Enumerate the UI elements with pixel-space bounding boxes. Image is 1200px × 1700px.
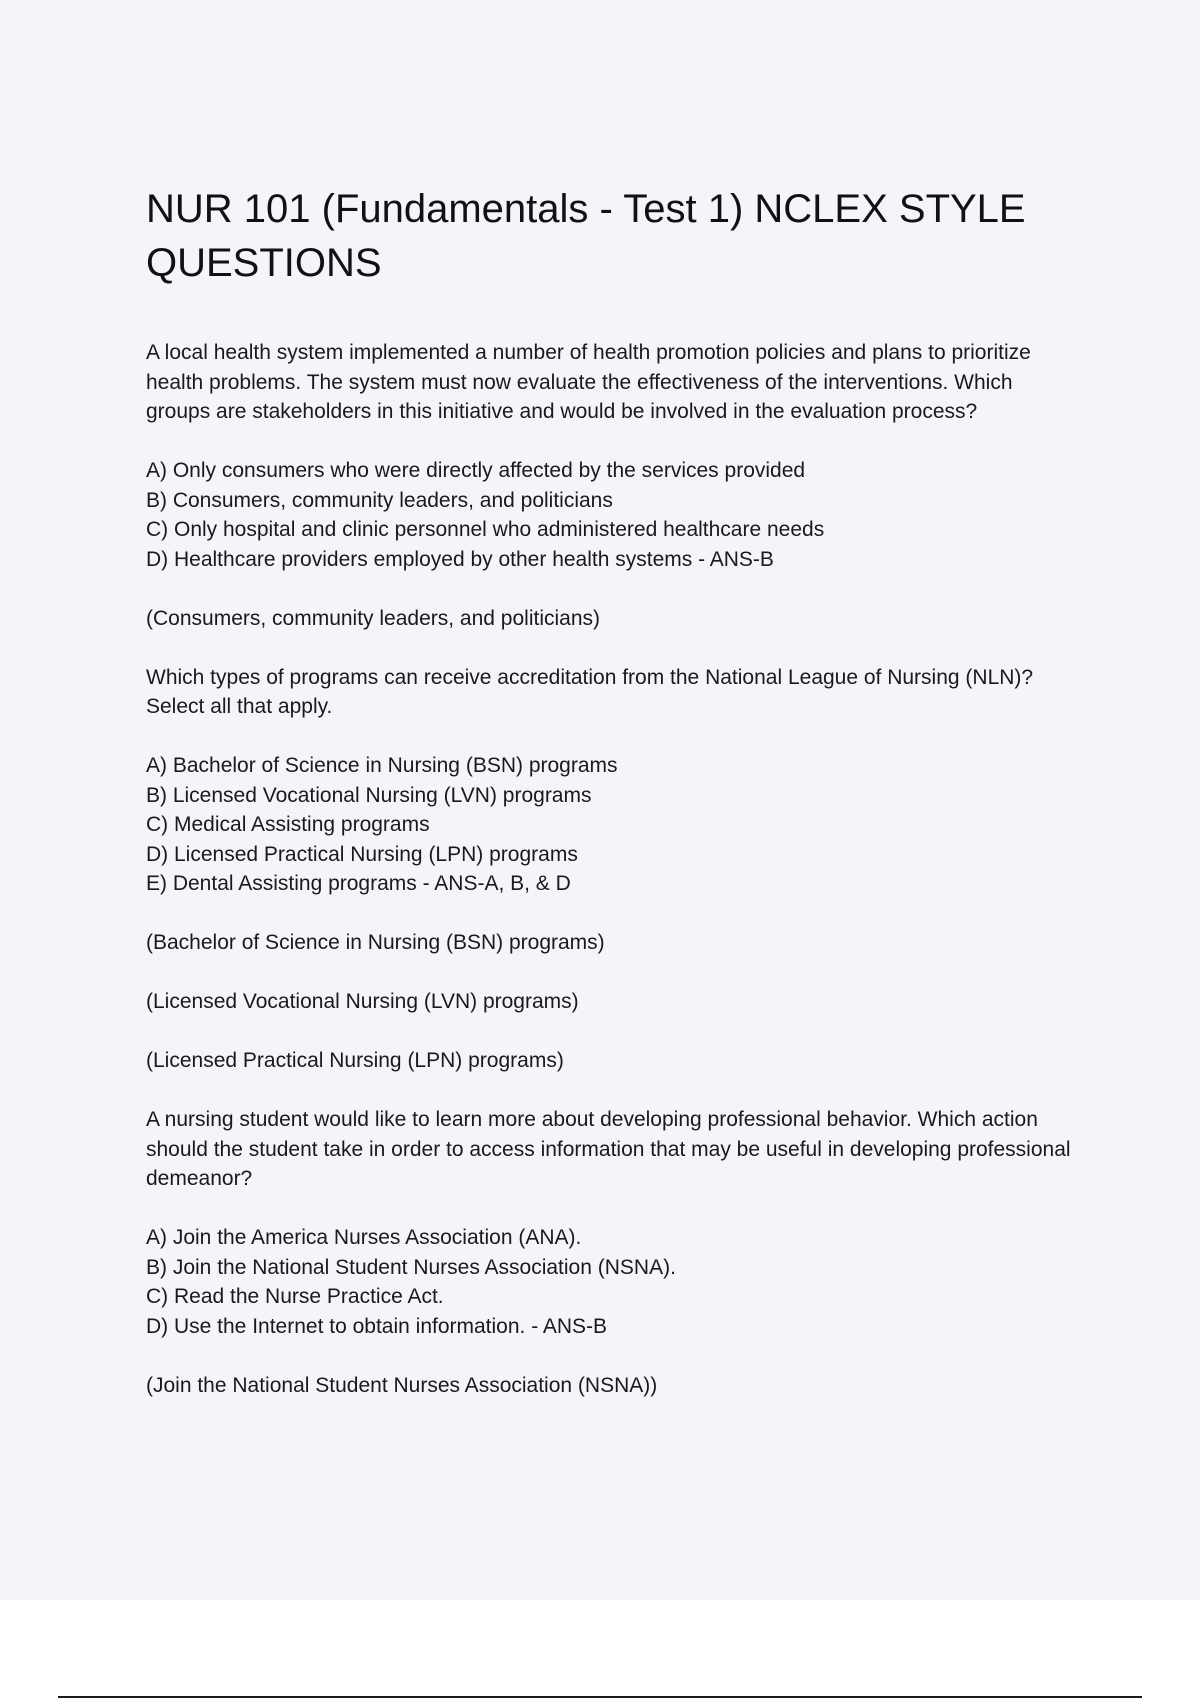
- document-content: [146, 182, 1106, 1430]
- footer-divider: [58, 1696, 1142, 1698]
- answer-explanation: (Licensed Practical Nursing (LPN) programs): [146, 1049, 564, 1072]
- answer-option: C) Read the Nurse Practice Act.: [146, 1285, 444, 1308]
- answer-option: A) Bachelor of Science in Nursing (BSN) programs: [146, 754, 618, 777]
- question-stem: A nursing student would like to learn more about developing professional behavior. Which action should the student take in order to access information that may be useful in developing professional demeanor?: [146, 1108, 1071, 1190]
- answer-option: D) Licensed Practical Nursing (LPN) programs: [146, 842, 578, 866]
- answer-option: A) Only consumers who were directly affected by the services provided: [146, 459, 806, 482]
- answer-option: B) Join the National Student Nurses Association (NSNA).: [146, 1255, 676, 1279]
- answer-option: C) Only hospital and clinic personnel who administered healthcare needs: [146, 518, 825, 541]
- answer-option: D) Healthcare providers employed by other health systems - ANS-B: [146, 547, 774, 571]
- answer-option: B) Consumers, community leaders, and politicians: [146, 488, 613, 512]
- question-stem: Which types of programs can receive accreditation from the National League of Nursing (NLN)? Select all that apply.: [146, 665, 1034, 718]
- answer-explanation: (Join the National Student Nurses Association (NSNA)): [146, 1373, 658, 1397]
- answer-explanation: (Bachelor of Science in Nursing (BSN) programs): [146, 931, 605, 954]
- question-stem: A local health system implemented a number of health promotion policies and plans to prioritize health problems. The system must now evaluate the effectiveness of the interventions. Which groups are stakeholders in this initiative and would be involved in the evaluation process?: [146, 341, 1031, 423]
- answer-options: [146, 751, 1106, 899]
- answer-option: C) Medical Assisting programs: [146, 813, 430, 836]
- answer-option: B) Licensed Vocational Nursing (LVN) programs: [146, 783, 592, 807]
- answer-options: [146, 456, 1106, 574]
- answer-options: [146, 1223, 1106, 1341]
- answer-option: A) Join the America Nurses Association (ANA).: [146, 1226, 582, 1249]
- answer-option: E) Dental Assisting programs - ANS-A, B, & D: [146, 872, 571, 895]
- answer-explanation: (Consumers, community leaders, and politicians): [146, 606, 601, 630]
- answer-explanation: (Licensed Vocational Nursing (LVN) programs): [146, 990, 579, 1013]
- page-title: NUR 101 (Fundamentals - Test 1) NCLEX STYLE QUESTIONS: [146, 187, 1026, 285]
- answer-option: D) Use the Internet to obtain information. - ANS-B: [146, 1314, 608, 1338]
